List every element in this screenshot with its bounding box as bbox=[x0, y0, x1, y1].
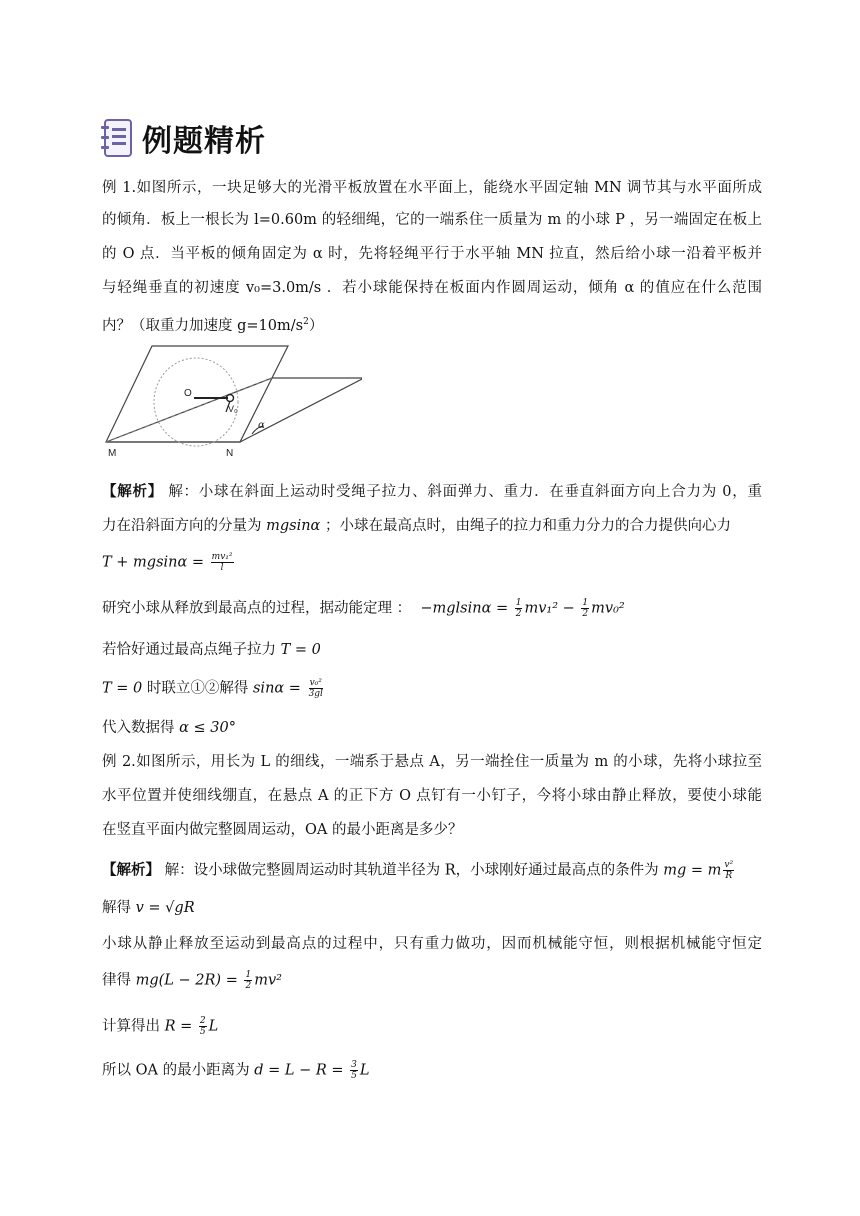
sol1-line-1: 【解析】 解：小球在斜面上运动时受绳子拉力、斜面弹力、重力．在垂直斜面方向上合力为 0，重 bbox=[102, 483, 762, 500]
ex2-line-2: 水平位置并使细线绷直，在悬点 A 的正下方 O 点钉有一小钉子，今将小球由静止释放，要使小球能 bbox=[102, 788, 762, 804]
sol2-line-3: 小球从静止释放至运动到最高点的过程中，只有重力做功，因而机械能守恒，则根据机械能守恒定 bbox=[102, 936, 762, 952]
ex1-line-3: 的 O 点．当平板的倾角固定为 α 时，先将轻绳平行于水平轴 MN 拉直，然后给小球一沿着平板并 bbox=[102, 246, 762, 262]
sol2-line-2: 解得 v = √gR bbox=[102, 900, 195, 916]
sol1-line-4: 研究小球从释放到最高点的过程，据动能定理 ： −mglsinα = $\frac{1}{2}$ mv₁² − $\frac{1}{2}$ mv₀² bbox=[102, 598, 625, 619]
sol2-line-5: 计算得出 R = $\frac{2}{5}$ L bbox=[102, 1016, 219, 1037]
sol2-line-4: 律得 mg(L − 2R) = $\frac{1}{2}$ mv² bbox=[102, 970, 282, 991]
section-header bbox=[100, 114, 266, 162]
figure-label-m: M bbox=[108, 448, 117, 459]
sol1-line-2: 力在沿斜面方向的分量为 mgsinα ；小球在最高点时，由绳子的拉力和重力分力的合力提供向心力 bbox=[102, 518, 731, 534]
ex1-line-2: 的倾角．板上一根长为 l=0.60m 的轻细绳，它的一端系住一质量为 m 的小球 P ，另一端固定在板上 bbox=[102, 212, 762, 228]
sol1-eq-1: T + mgsinα = $\frac{\text{mv₁²}}{l}$ bbox=[102, 552, 233, 573]
sol1-line-6: T = 0 时联立①②解得 sinα = $\frac{\text{v₀²}}{3gl}$ bbox=[102, 678, 323, 699]
sol2-line-1: 【解析】 解：设小球做完整圆周运动时其轨道半径为 R，小球刚好通过最高点的条件为 mg = m $\frac{\text{v²}}{R}$ bbox=[102, 860, 734, 881]
sol1-line-5: 若恰好通过最高点绳子拉力 T = 0 bbox=[102, 642, 321, 658]
notebook-icon bbox=[100, 118, 134, 158]
ex2-line-3: 在竖直平面内做完整圆周运动，OA 的最小距离是多少？ bbox=[102, 822, 463, 838]
figure-label-alpha: α bbox=[258, 420, 265, 431]
figure-label-o: O bbox=[184, 388, 192, 399]
figure-label-v0: V₀ bbox=[228, 404, 238, 414]
ex1-line-1: 例 1.如图所示，一块足够大的光滑平板放置在水平面上，能绕水平固定轴 MN 调节其与水平面所成 bbox=[102, 180, 762, 196]
ex1-line-4: 与轻绳垂直的初速度 v₀=3.0m/s ．若小球能保持在板面内作圆周运动，倾角 α 的值应在什么范围 bbox=[102, 280, 762, 296]
ex1-line-5: 内？（取重力加速度 $g=10m/s^2$） bbox=[102, 317, 324, 334]
sol1-line-7: 代入数据得 α ≤ 30° bbox=[102, 720, 236, 736]
sol2-line-6: 所以 OA 的最小距离为 d = L − R = $\frac{3}{5}$ L bbox=[102, 1060, 370, 1081]
figure-label-n: N bbox=[226, 448, 234, 459]
section-title: 例题精析 bbox=[142, 124, 266, 159]
inclined-plane-figure bbox=[102, 342, 362, 460]
ex2-line-1: 例 2.如图所示，用长为 L 的细线，一端系于悬点 A，另一端拴住一质量为 m 的小球，先将小球拉至 bbox=[102, 754, 762, 770]
